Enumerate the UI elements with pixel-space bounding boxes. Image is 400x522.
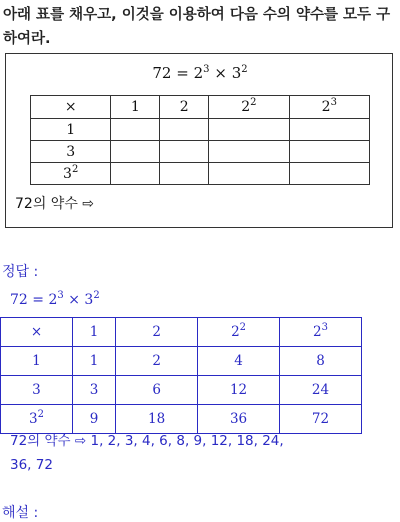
answer-cell: 24 [280, 376, 362, 405]
blank-cell[interactable] [289, 141, 369, 163]
answer-cell: 6 [116, 376, 198, 405]
blank-cell[interactable] [289, 163, 369, 185]
column-header: 2 [160, 96, 209, 119]
divisor-list-line2: 36, 72 [10, 457, 53, 473]
table-corner: × [31, 96, 111, 119]
row-header: $3^2$ [1, 405, 73, 434]
divisor-label: 72의 약수 [10, 433, 71, 449]
arrow-icon: ⇨ [82, 196, 95, 212]
answer-label: 정답 : [2, 264, 39, 280]
blank-cell[interactable] [160, 119, 209, 141]
blank-cell[interactable] [160, 163, 209, 185]
table-corner: × [1, 318, 73, 347]
blank-cell[interactable] [209, 119, 289, 141]
divisor-label: 72의 약수 [15, 196, 78, 212]
answer-table [0, 317, 362, 434]
blank-cell[interactable] [111, 119, 160, 141]
arrow-icon: ⇨ [74, 433, 87, 449]
blank-cell[interactable] [160, 141, 209, 163]
factorization-equation: $72 = 2^3 \times 3^2$ [152, 64, 248, 82]
blank-cell[interactable] [289, 119, 369, 141]
answer-cell: 12 [198, 376, 280, 405]
answer-cell: 9 [72, 405, 115, 434]
question-text: 아래 표를 채우고, 이것을 이용하여 다음 수의 약수를 모두 구하여라. [3, 7, 391, 47]
column-header: $2^3$ [280, 318, 362, 347]
blank-cell[interactable] [209, 163, 289, 185]
answer-cell: 3 [72, 376, 115, 405]
column-header: $2^2$ [198, 318, 280, 347]
column-header: 1 [111, 96, 160, 119]
divisor-list-line1: 1, 2, 3, 4, 6, 8, 9, 12, 18, 24, [90, 433, 284, 449]
answer-equation: $72 = 2^3 \times 3^2$ [10, 290, 100, 308]
answer-divisors [10, 429, 390, 477]
answer-cell: 36 [198, 405, 280, 434]
row-header: 3 [31, 141, 111, 163]
row-header: 1 [1, 347, 73, 376]
row-header: 1 [31, 119, 111, 141]
answer-cell: 4 [198, 347, 280, 376]
blank-cell[interactable] [111, 163, 160, 185]
answer-cell: 72 [280, 405, 362, 434]
blank-multiplication-table [30, 95, 370, 185]
column-header: $2^3$ [289, 96, 369, 119]
answer-cell: 1 [72, 347, 115, 376]
column-header: $2^2$ [209, 96, 289, 119]
divisor-prompt [15, 193, 94, 213]
answer-cell: 8 [280, 347, 362, 376]
column-header: 1 [72, 318, 115, 347]
row-header: $3^2$ [31, 163, 111, 185]
row-header: 3 [1, 376, 73, 405]
explanation-label: 해설 : [2, 505, 39, 521]
blank-cell[interactable] [111, 141, 160, 163]
column-header: 2 [116, 318, 198, 347]
blank-cell[interactable] [209, 141, 289, 163]
answer-cell: 2 [116, 347, 198, 376]
answer-cell: 18 [116, 405, 198, 434]
